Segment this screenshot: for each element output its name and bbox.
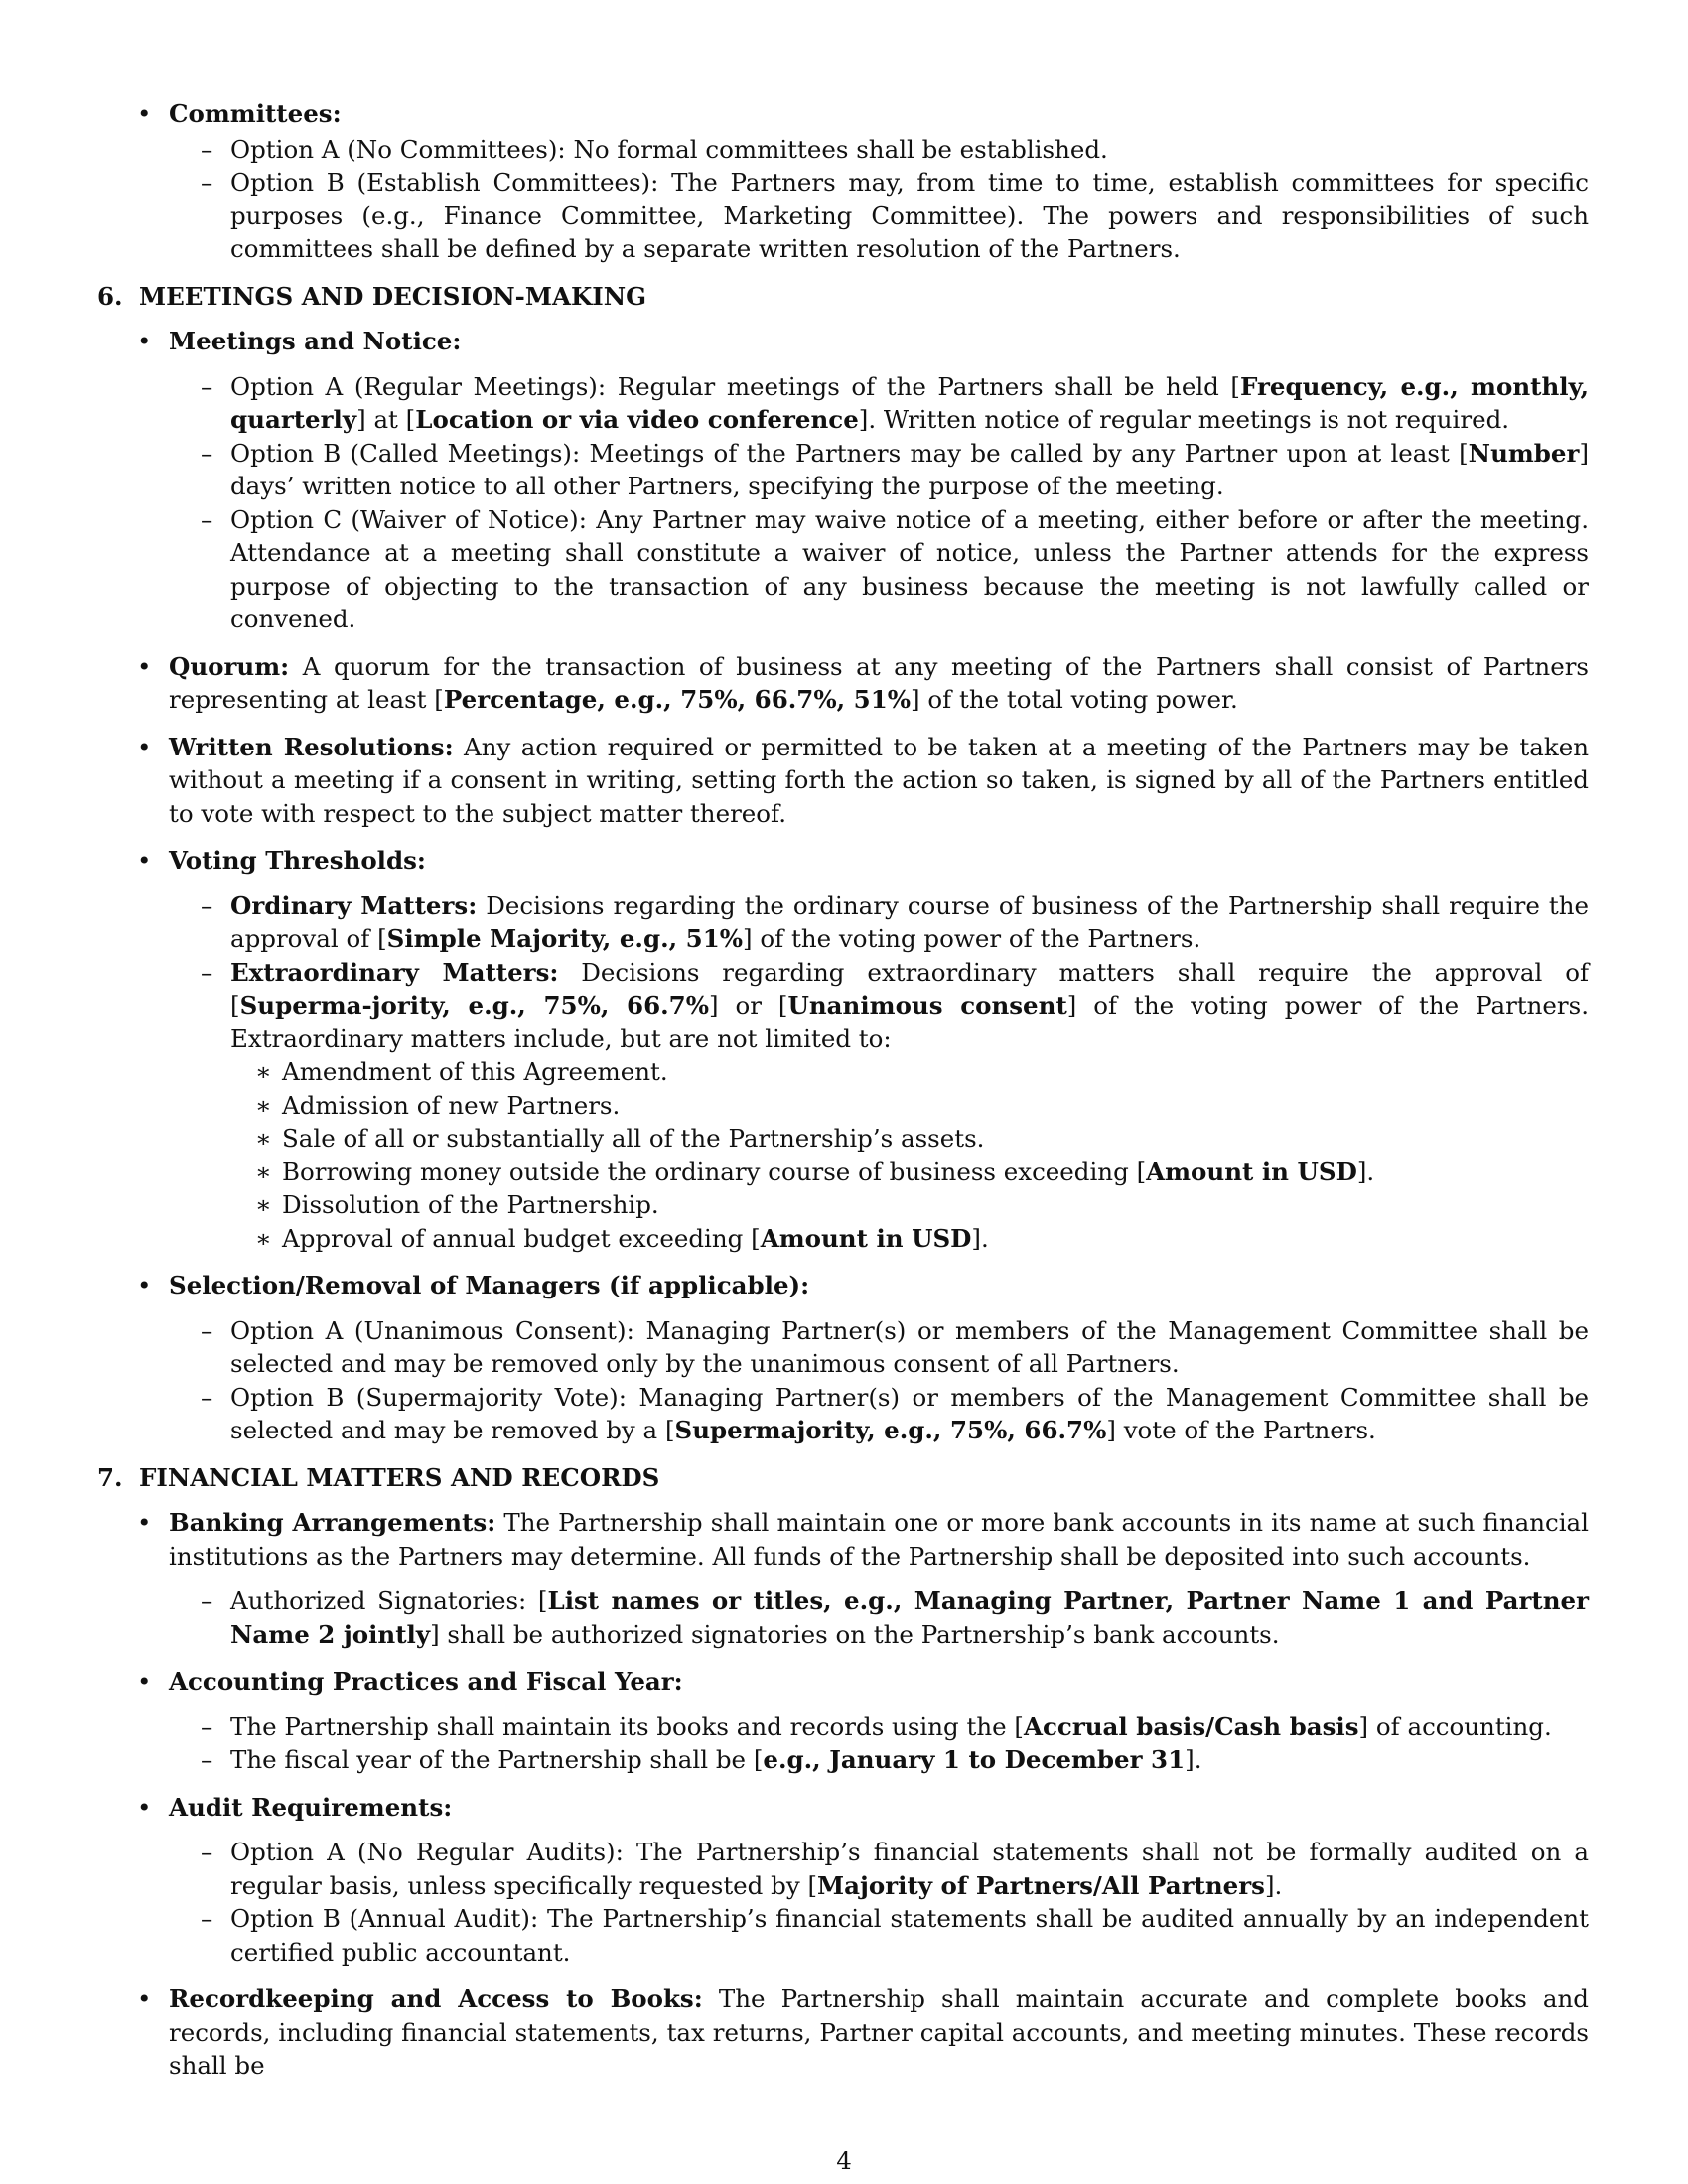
meetings-option-b: – Option B (Called Meetings): Meetings of the Partners may be called by any Partner upon at least [Number] days’ written notice to all other Partners, specifying the purpose of the meeting. (201, 438, 1589, 500)
bullet-icon: • (137, 99, 152, 128)
accounting-basis: – The Partnership shall maintain its books and records using the [Accrual basis/Cash basis] of accounting. (169, 1710, 1589, 1744)
audit-options (169, 1836, 1589, 1969)
audit-label: Audit Requirements: (169, 1792, 453, 1822)
meetings-option-c: – Option C (Waiver of Notice): Any Partner may waive notice of a meeting, either before or after the meeting. Attendance at a meeting shall constitute a waiver of notice, unless the Partner attends for the express purpose of objecting to the transaction of any business because the meeting is not lawfully called or convened. (201, 504, 1589, 633)
committees-item (97, 97, 1589, 266)
bullet-icon: • (137, 327, 152, 355)
asterisk-icon: ∗ (255, 1124, 272, 1153)
asterisk-icon: ∗ (255, 1157, 272, 1186)
asterisk-icon: ∗ (255, 1057, 272, 1086)
accounting-label: Accounting Practices and Fiscal Year: (169, 1667, 683, 1696)
list-item: ∗ Admission of new Partners. (230, 1089, 1589, 1123)
list-item: ∗ Sale of all or substantially all of the Partnership’s assets. (230, 1122, 1589, 1156)
section-number: 7. (97, 1462, 123, 1492)
audit-option-a: – Option A (No Regular Audits): The Partnership’s financial statements shall not be formally audited on a regular basis, unless specifically requested by [Majority of Partners/All Partners]. (201, 1838, 1589, 1900)
bullet-icon: • (137, 1984, 152, 2013)
committees-option-b: – Option B (Establish Committees): The Partners may, from time to time, establish committees for specific purposes (e.g., Finance Committee, Marketing Committee). The powers and responsibilities of such committees shall be defined by a separate written resolution of the Partners. (201, 168, 1589, 263)
authorized-signatories: – Authorized Signatories: [List names or titles, e.g., Managing Partner, Partner Name 1 and Partner Name 2 jointly] shall be authorized signatories on the Partnership’s bank accounts. (201, 1586, 1589, 1649)
dash-icon: – (201, 1382, 213, 1412)
dash-icon: – (201, 134, 213, 164)
dash-icon: – (201, 1745, 213, 1774)
committees-option-a: – Option A (No Committees): No formal committees shall be established. (169, 133, 1589, 167)
selection-removal-item (97, 1269, 1589, 1447)
dash-icon: – (201, 1711, 213, 1741)
selection-option-a: – Option A (Unanimous Consent): Managing Partner(s) or members of the Management Committee shall be selected and may be removed only by the unanimous consent of all Partners. (201, 1315, 1589, 1378)
fiscal-year: – The fiscal year of the Partnership shall be [e.g., January 1 to December 31]. (169, 1743, 1589, 1777)
written-resolutions-label: Written Resolutions: (169, 732, 454, 761)
section-title: MEETINGS AND DECISION-MAKING (139, 281, 647, 311)
page-content (97, 97, 1589, 2097)
list-item: ∗ Borrowing money outside the ordinary course of business exceeding [Amount in USD]. (230, 1156, 1589, 1189)
banking-item (97, 1506, 1589, 1651)
voting-label: Voting Thresholds: (169, 846, 426, 875)
selection-label: Selection/Removal of Managers (if applicable): (169, 1271, 810, 1299)
dash-icon: – (201, 957, 213, 987)
voting-options (169, 889, 1589, 1256)
list-item: ∗ Approval of annual budget exceeding [Amount in USD]. (230, 1222, 1589, 1256)
dash-icon: – (201, 1904, 213, 1933)
extraordinary-list (230, 1055, 1589, 1255)
meetings-notice-item (97, 325, 1589, 636)
bullet-icon: • (137, 1792, 152, 1822)
bullet-icon: • (137, 732, 152, 761)
committees-options (169, 133, 1589, 266)
page-number: 4 (836, 2146, 852, 2175)
list-item: ∗ Dissolution of the Partnership. (230, 1188, 1589, 1222)
extraordinary-matters: – Extraordinary Matters: Decisions regarding extraordinary matters shall require the approval of [Superma-jority, e.g., 75%, 66.7%] or [Unanimous consent] of the voting power of the Partners. Extraordinary matters include, but are not limited to: ∗ Amendment of this Agreement. ∗ Admission of new Partners. ∗ Sale of all or substantially all of the Partnership’s assets. ∗ Borrowing money outside the ordinary course of business exceeding [Amount in USD]. ∗ Dissolution of the Partnership. ∗ Approval of annual budget exceeding [Amount in USD]. (169, 956, 1589, 1256)
bullet-icon: • (137, 846, 152, 875)
section-6-heading (97, 280, 1589, 314)
ordinary-matters: – Ordinary Matters: Decisions regarding the ordinary course of business of the Partnership shall require the approval of [Simple Majority, e.g., 51%] of the voting power of the Partners. (201, 890, 1589, 953)
meetings-options (169, 370, 1589, 636)
dash-icon: – (201, 504, 213, 534)
quorum-item: • Quorum: A quorum for the transaction of business at any meeting of the Partners shall consist of Partners representing at least [Percentage, e.g., 75%, 66.7%, 51%] of the total voting power. (137, 651, 1589, 714)
banking-options (169, 1584, 1589, 1651)
bullet-icon: • (137, 651, 152, 681)
banking-text: Banking Arrangements: The Partnership shall maintain one or more bank accounts in its name at such financial institutions as the Partners may determine. All funds of the Partnership shall be deposited into such accounts. (169, 1508, 1589, 1570)
recordkeeping-label: Recordkeeping and Access to Books: (169, 1984, 703, 2013)
dash-icon: – (201, 1838, 213, 1866)
selection-options (169, 1314, 1589, 1447)
audit-option-b: – Option B (Annual Audit): The Partnership’s financial statements shall be audited annually by an independent certified public accountant. (201, 1904, 1589, 1967)
dash-icon: – (201, 890, 213, 920)
accounting-options (169, 1710, 1589, 1777)
dash-icon: – (201, 1586, 213, 1615)
dash-icon: – (201, 438, 213, 468)
accounting-item (97, 1665, 1589, 1777)
bullet-icon: • (137, 1508, 152, 1537)
dash-icon: – (201, 371, 213, 401)
bullet-icon: • (137, 1667, 152, 1696)
dash-icon: – (201, 168, 213, 197)
banking-label: Banking Arrangements: (169, 1508, 496, 1537)
section-title: FINANCIAL MATTERS AND RECORDS (139, 1462, 660, 1492)
section-7-heading (97, 1461, 1589, 1495)
committees-label: Committees: (169, 99, 342, 128)
selection-option-b: – Option B (Supermajority Vote): Managing Partner(s) or members of the Management Committee shall be selected and may be removed by a [Supermajority, e.g., 75%, 66.7%] vote of the Partners. (201, 1382, 1589, 1444)
quorum-label: Quorum: (169, 651, 290, 681)
dash-icon: – (201, 1315, 213, 1345)
asterisk-icon: ∗ (255, 1223, 272, 1253)
list-item: ∗ Amendment of this Agreement. (230, 1055, 1589, 1089)
bullet-icon: • (137, 1271, 152, 1299)
section-number: 6. (97, 281, 123, 311)
recordkeeping-item: • Recordkeeping and Access to Books: The Partnership shall maintain accurate and complete books and records, including financial statements, tax returns, Partner capital accounts, and meeting minutes. These records shall be (137, 1984, 1589, 2080)
asterisk-icon: ∗ (255, 1190, 272, 1219)
meetings-label: Meetings and Notice: (169, 327, 462, 355)
voting-thresholds-item (97, 844, 1589, 1255)
audit-item (97, 1791, 1589, 1970)
written-resolutions-item: • Written Resolutions: Any action required or permitted to be taken at a meeting of the Partners may be taken without a meeting if a consent in writing, setting forth the action so taken, is signed by all of the Partners entitled to vote with respect to the subject matter thereof. (137, 732, 1589, 828)
meetings-option-a: – Option A (Regular Meetings): Regular meetings of the Partners shall be held [Frequency, e.g., monthly, quarterly] at [Location or via video conference]. Written notice of regular meetings is not required. (201, 371, 1589, 434)
asterisk-icon: ∗ (255, 1090, 272, 1120)
